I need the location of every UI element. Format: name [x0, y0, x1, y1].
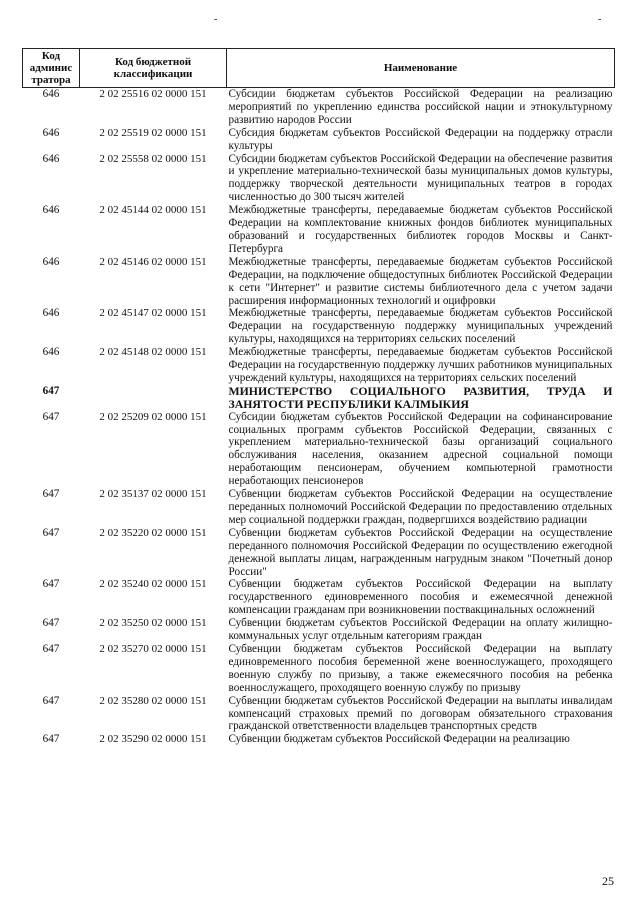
admin-code-cell: 647 — [42, 694, 60, 707]
budget-code-table — [22, 48, 615, 746]
table-row — [23, 617, 615, 643]
budget-code-cell: 2 02 25516 02 0000 151 — [99, 88, 207, 100]
admin-code-cell: 646 — [42, 346, 60, 359]
budget-code-cell: 2 02 35240 02 0000 151 — [99, 578, 207, 591]
admin-code-cell: 647 — [42, 488, 60, 501]
table-row — [23, 488, 615, 527]
admin-code-cell: 646 — [42, 204, 60, 217]
name-cell: Межбюджетные трансферты, передаваемые бюджетам субъектов Российской Федерации на комплектование книжных фондов библиотек муниципальных образований и государственных библиотек городов Москвы и Санкт-Петербурга — [228, 204, 613, 255]
scan-mark-right: - — [598, 14, 602, 25]
admin-code-cell: 646 — [42, 255, 60, 268]
budget-code-cell: 2 02 35290 02 0000 151 — [99, 733, 207, 746]
name-cell: Субсидии бюджетам субъектов Российской Федерации на реализацию мероприятий по укреплению единства российской нации и этнокультурному развитию народов России — [228, 88, 613, 126]
table-header-row — [23, 49, 615, 88]
budget-code-cell: 2 02 45146 02 0000 151 — [99, 255, 207, 268]
name-cell: Субвенции бюджетам субъектов Российской Федерации на осуществление переданного полномочия Российской Федерации по осуществлению ежегодной денежной выплаты лицам, награжденным нагрудным знаком "Почетный донор России" — [228, 526, 613, 578]
admin-code-cell: 647 — [42, 733, 60, 746]
table-row — [23, 153, 615, 205]
admin-code-cell: 646 — [42, 126, 60, 139]
name-cell: Субвенции бюджетам субъектов Российской Федерации на выплаты инвалидам компенсаций страховых премий по договорам обязательного страхования гражданской ответственности владельцев транспортных средств — [228, 694, 613, 733]
budget-code-cell: 2 02 45144 02 0000 151 — [99, 204, 207, 217]
header-budget-code: Код бюджетной классификации — [80, 49, 227, 88]
table-row — [23, 346, 615, 385]
header-name: Наименование — [227, 49, 615, 88]
admin-code-cell: 646 — [42, 152, 60, 165]
name-cell: Субвенции бюджетам субъектов Российской Федерации на оплату жилищно-коммунальных услуг отдельным категориям граждан — [228, 617, 613, 643]
table-row — [23, 411, 615, 488]
name-cell: Субвенции бюджетам субъектов Российской Федерации на выплату единовременного пособия беременной жене военнослужащего, проходящего военную службу по призыву, а также ежемесячного пособия на ребенка военнослужащего, проходящего военную службу по призыву — [228, 642, 613, 694]
name-cell: Межбюджетные трансферты, передаваемые бюджетам субъектов Российской Федерации на государственную поддержку муниципальных учреждений культуры, находящихся на территориях сельских поселений — [228, 307, 613, 346]
name-cell: МИНИСТЕРСТВО СОЦИАЛЬНОГО РАЗВИТИЯ, ТРУДА И ЗАНЯТОСТИ РЕСПУБЛИКИ КАЛМЫКИЯ — [228, 383, 613, 411]
admin-code-cell: 646 — [42, 307, 60, 320]
name-cell: Субсидии бюджетам субъектов Российской Федерации на обеспечение развития и укрепление материально-технической базы муниципальных домов культуры, поддержку творческой деятельности муниципальных театров в городах численностью до 300 тысяч жителей — [228, 152, 613, 204]
admin-code-cell: 646 — [42, 88, 60, 100]
name-cell: Межбюджетные трансферты, передаваемые бюджетам субъектов Российской Федерации, на подключение общедоступных библиотек Российской Федерации к сети "Интернет" и развитие системы библиотечного дела с учетом задачи расширения информационных технологий и оцифровки — [228, 255, 613, 307]
table-row — [23, 256, 615, 308]
admin-code-cell: 647 — [42, 410, 60, 423]
table-row — [23, 733, 615, 746]
table-row — [23, 578, 615, 617]
budget-code-cell: 2 02 35270 02 0000 151 — [99, 642, 207, 655]
name-cell: Субсидии бюджетам субъектов Российской Федерации на софинансирование социальных программ субъектов Российской Федерации, связанных с укреплением материально-технической базы организаций социального обслуживания населения, оказанием адресной социальной помощи неработающим пенсионерам, обучением компьютерной грамотности неработающих пенсионеров — [228, 410, 613, 488]
budget-code-cell: 2 02 35280 02 0000 151 — [99, 694, 207, 707]
name-cell: Субвенции бюджетам субъектов Российской Федерации на реализацию — [228, 733, 570, 746]
budget-code-cell: 2 02 45148 02 0000 151 — [99, 346, 207, 359]
name-cell: Межбюджетные трансферты, передаваемые бюджетам субъектов Российской Федерации на государственную поддержку лучших работников муниципальных учреждений культуры, находящихся на территориях сельских поселений — [228, 346, 613, 384]
budget-code-cell: 2 02 35137 02 0000 151 — [99, 488, 207, 501]
admin-code-cell: 647 — [42, 642, 60, 655]
table-row — [23, 88, 615, 127]
budget-code-cell: 2 02 35250 02 0000 151 — [99, 617, 207, 630]
name-cell: Субвенции бюджетам субъектов Российской Федерации на выплату государственного единовременного пособия и ежемесячной денежной компенсации гражданам при возникновении поствакцинальных осложнений — [228, 578, 613, 617]
name-cell: Субвенции бюджетам субъектов Российской Федерации на осуществление переданных полномочий Российской Федерации по предоставлению отдельных мер социальной поддержки граждан, подвергшихся воздействию радиации — [228, 488, 613, 526]
budget-code-cell: 2 02 25558 02 0000 151 — [99, 152, 207, 165]
table-row — [23, 204, 615, 256]
admin-code-cell: 647 — [42, 526, 60, 539]
admin-code-cell: 647 — [42, 384, 60, 397]
table-row — [23, 695, 615, 734]
admin-code-cell: 647 — [42, 617, 60, 630]
table-row — [23, 307, 615, 346]
budget-code-cell: 2 02 25209 02 0000 151 — [99, 410, 207, 423]
admin-code-cell: 647 — [42, 578, 60, 591]
table-row — [23, 643, 615, 695]
budget-code-cell: 2 02 45147 02 0000 151 — [99, 307, 207, 320]
header-admin-code: Код админис тратора — [23, 49, 80, 88]
page-number: 25 — [602, 874, 614, 888]
scan-mark-left: - — [214, 14, 218, 25]
table-row — [23, 385, 615, 411]
budget-code-cell — [80, 385, 227, 411]
name-cell: Субсидия бюджетам субъектов Российской Федерации на поддержку отрасли культуры — [228, 126, 613, 152]
table-row — [23, 527, 615, 579]
budget-code-cell: 2 02 35220 02 0000 151 — [99, 526, 207, 539]
table-row — [23, 127, 615, 153]
budget-code-cell: 2 02 25519 02 0000 151 — [99, 126, 207, 139]
